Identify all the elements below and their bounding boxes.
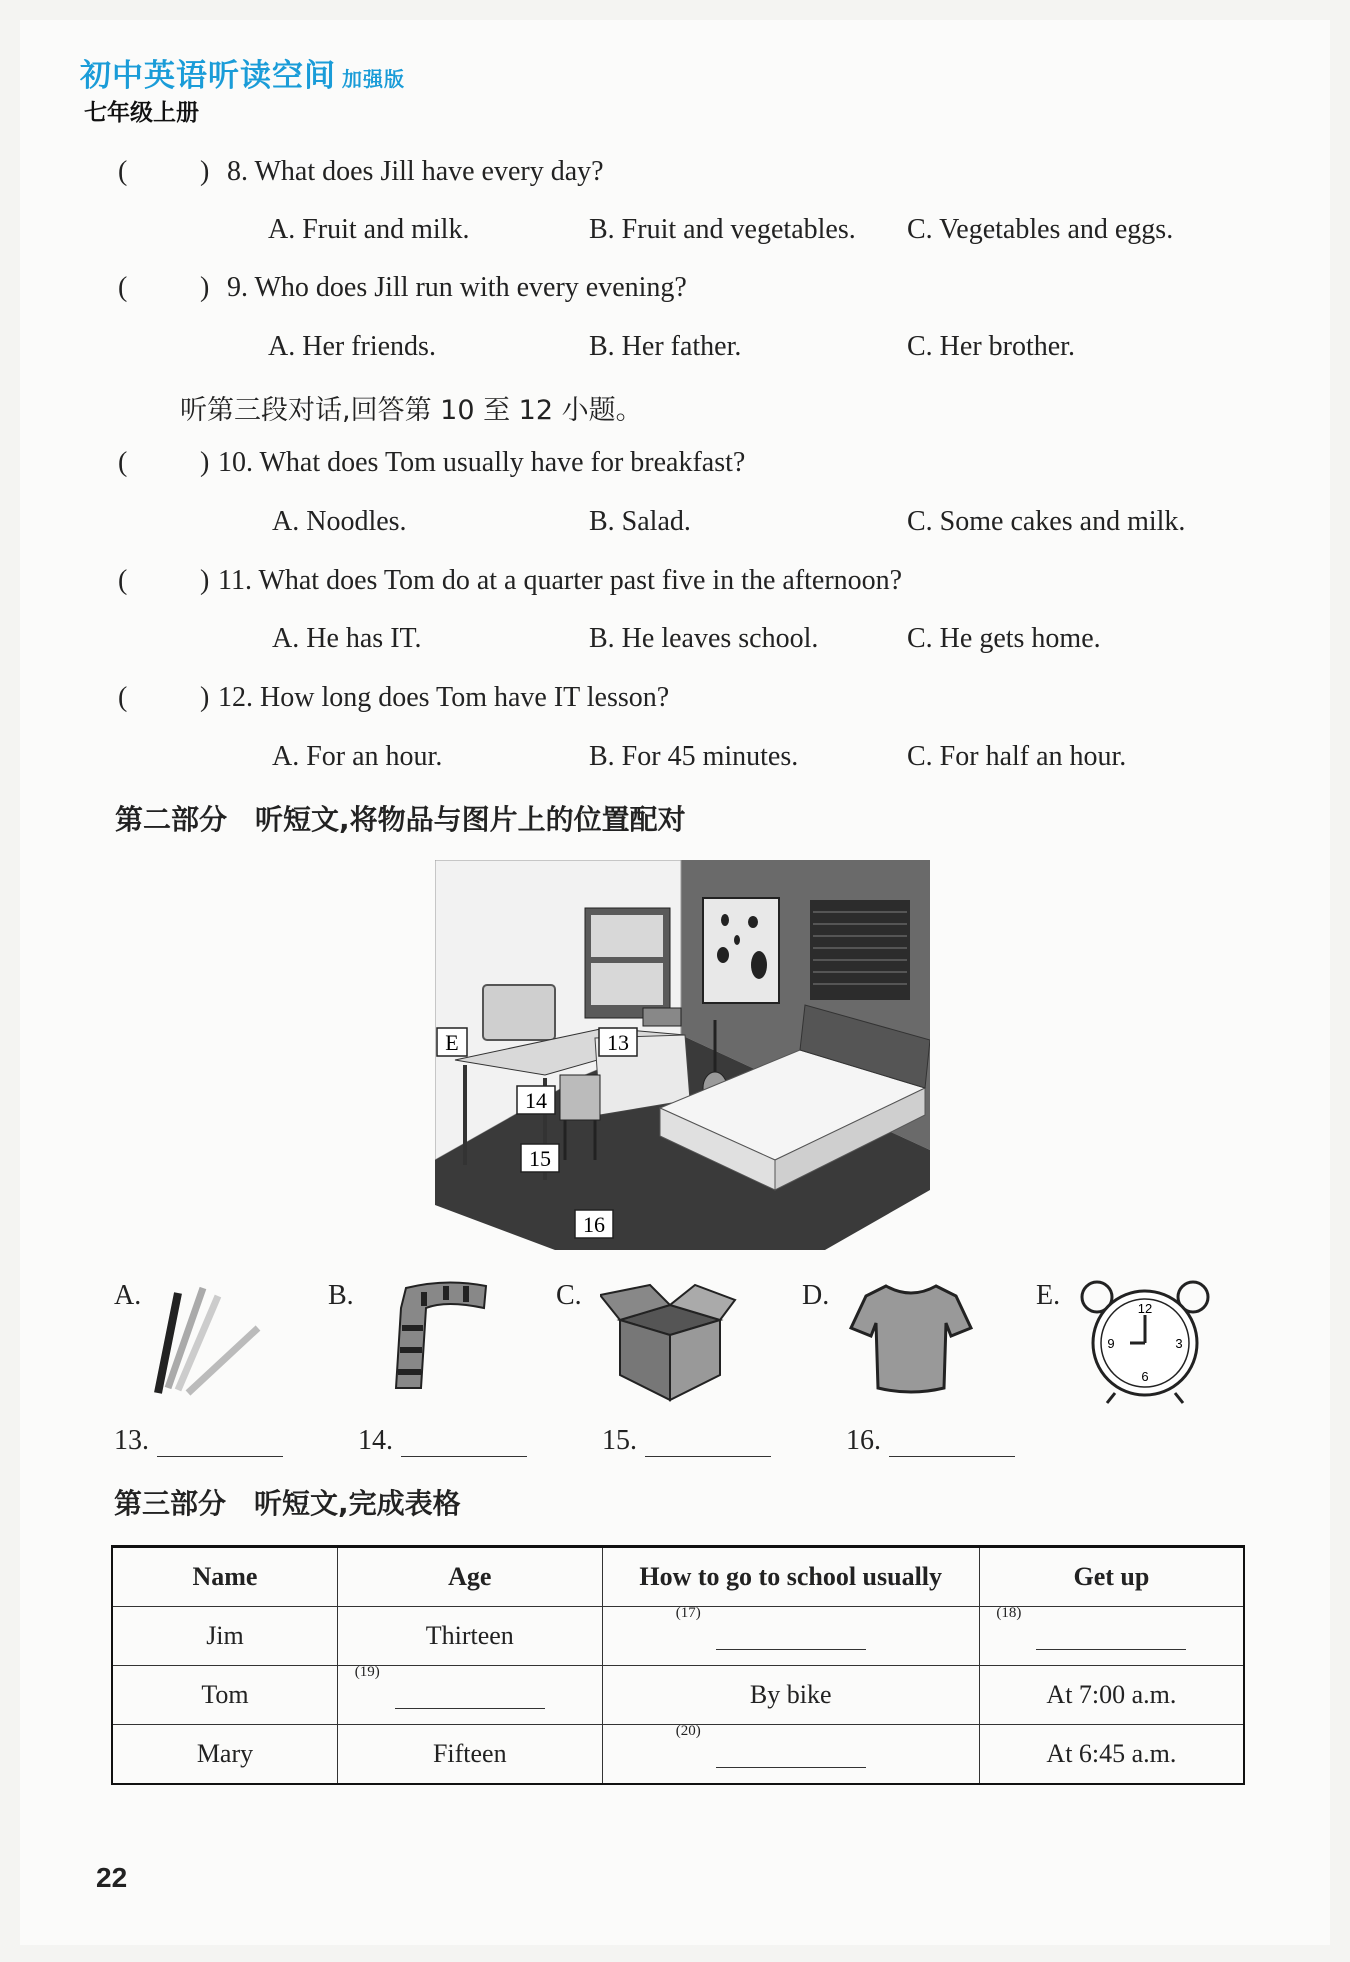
clock-number: 9 xyxy=(1107,1336,1115,1351)
answer-paren-close: ) xyxy=(200,682,210,713)
cell-age: Thirteen xyxy=(337,1607,602,1666)
option-10a: A. Noodles. xyxy=(272,506,407,537)
cell-blank-20[interactable]: (20) xyxy=(602,1725,979,1785)
clock-number: 3 xyxy=(1175,1336,1183,1351)
page-number: 22 xyxy=(96,1862,128,1893)
answer-blank-14[interactable]: 14. xyxy=(358,1425,527,1457)
part2-title: 第二部分 听短文,将物品与图片上的位置配对 xyxy=(115,803,686,836)
item-label-a: A. xyxy=(114,1280,142,1311)
option-9b: B. Her father. xyxy=(589,331,742,362)
item-label-d: D. xyxy=(802,1280,830,1311)
answer-blank-13[interactable]: 13. xyxy=(114,1425,283,1457)
info-table xyxy=(111,1545,1245,1785)
answer-blank-15[interactable]: 15. xyxy=(602,1425,771,1457)
option-9a: A. Her friends. xyxy=(268,331,436,362)
tshirt-icon xyxy=(846,1278,976,1398)
table-row xyxy=(112,1666,1244,1725)
question-9: 9. Who does Jill run with every evening? xyxy=(227,272,687,303)
answer-paren-close: ) xyxy=(200,565,210,596)
cell-getup: At 6:45 a.m. xyxy=(979,1725,1244,1785)
option-8a: A. Fruit and milk. xyxy=(268,214,470,245)
grade-label: 七年级上册 xyxy=(84,100,199,126)
col-header-age: Age xyxy=(337,1547,602,1607)
cell-name: Mary xyxy=(112,1725,337,1785)
option-11b: B. He leaves school. xyxy=(589,623,819,654)
pencils-icon xyxy=(148,1278,268,1398)
option-12a: A. For an hour. xyxy=(272,741,443,772)
option-8b: B. Fruit and vegetables. xyxy=(589,214,856,245)
option-11c: C. He gets home. xyxy=(907,623,1101,654)
cell-blank-17[interactable]: (17) xyxy=(602,1607,979,1666)
answer-paren-open: ( xyxy=(118,272,128,303)
room-label-16: 16 xyxy=(583,1212,605,1237)
answer-paren-open: ( xyxy=(118,682,128,713)
cell-how: By bike xyxy=(602,1666,979,1725)
answer-paren-close: ) xyxy=(200,156,210,187)
answer-paren-close: ) xyxy=(200,447,210,478)
option-10c: C. Some cakes and milk. xyxy=(907,506,1186,537)
question-10: 10. What does Tom usually have for breakfast? xyxy=(218,447,746,478)
answer-paren-open: ( xyxy=(118,565,128,596)
question-11: 11. What does Tom do at a quarter past five in the afternoon? xyxy=(218,565,903,596)
instruction-dialogue-3: 听第三段对话,回答第 10 至 12 小题。 xyxy=(180,395,643,426)
answer-paren-open: ( xyxy=(118,447,128,478)
clock-number: 6 xyxy=(1141,1369,1149,1384)
question-8: 8. What does Jill have every day? xyxy=(227,156,604,187)
item-label-c: C. xyxy=(556,1280,582,1311)
cell-name: Tom xyxy=(112,1666,337,1725)
room-label-14: 14 xyxy=(525,1088,547,1113)
room-label-13: 13 xyxy=(607,1030,629,1055)
answer-paren-open: ( xyxy=(118,156,128,187)
option-8c: C. Vegetables and eggs. xyxy=(907,214,1174,245)
cell-age: Fifteen xyxy=(337,1725,602,1785)
option-9c: C. Her brother. xyxy=(907,331,1075,362)
table-row xyxy=(112,1725,1244,1785)
room-label-e: E xyxy=(445,1030,459,1055)
col-header-getup: Get up xyxy=(979,1547,1244,1607)
answer-blank-16[interactable]: 16. xyxy=(846,1425,1015,1457)
option-12c: C. For half an hour. xyxy=(907,741,1127,772)
cell-getup: At 7:00 a.m. xyxy=(979,1666,1244,1725)
part3-title: 第三部分 听短文,完成表格 xyxy=(114,1487,461,1520)
table-row xyxy=(112,1607,1244,1666)
room-label-15: 15 xyxy=(529,1146,551,1171)
bedroom-illustration xyxy=(435,860,930,1250)
cell-name: Jim xyxy=(112,1607,337,1666)
option-11a: A. He has IT. xyxy=(272,623,422,654)
cell-blank-19[interactable]: (19) xyxy=(337,1666,602,1725)
option-12b: B. For 45 minutes. xyxy=(589,741,799,772)
question-12: 12. How long does Tom have IT lesson? xyxy=(218,682,670,713)
clock-number: 12 xyxy=(1137,1301,1153,1316)
cell-blank-18[interactable]: (18) xyxy=(979,1607,1244,1666)
book-title: 初中英语听读空间 加强版 xyxy=(80,58,405,94)
edition-label: 加强版 xyxy=(342,67,405,91)
item-label-b: B. xyxy=(328,1280,354,1311)
alarm-clock-icon xyxy=(1075,1275,1215,1405)
box-icon xyxy=(600,1275,740,1405)
option-10b: B. Salad. xyxy=(589,506,691,537)
col-header-name: Name xyxy=(112,1547,337,1607)
scarf-icon xyxy=(366,1278,496,1398)
col-header-how: How to go to school usually xyxy=(602,1547,979,1607)
answer-paren-close: ) xyxy=(200,272,210,303)
item-label-e: E. xyxy=(1036,1280,1061,1311)
